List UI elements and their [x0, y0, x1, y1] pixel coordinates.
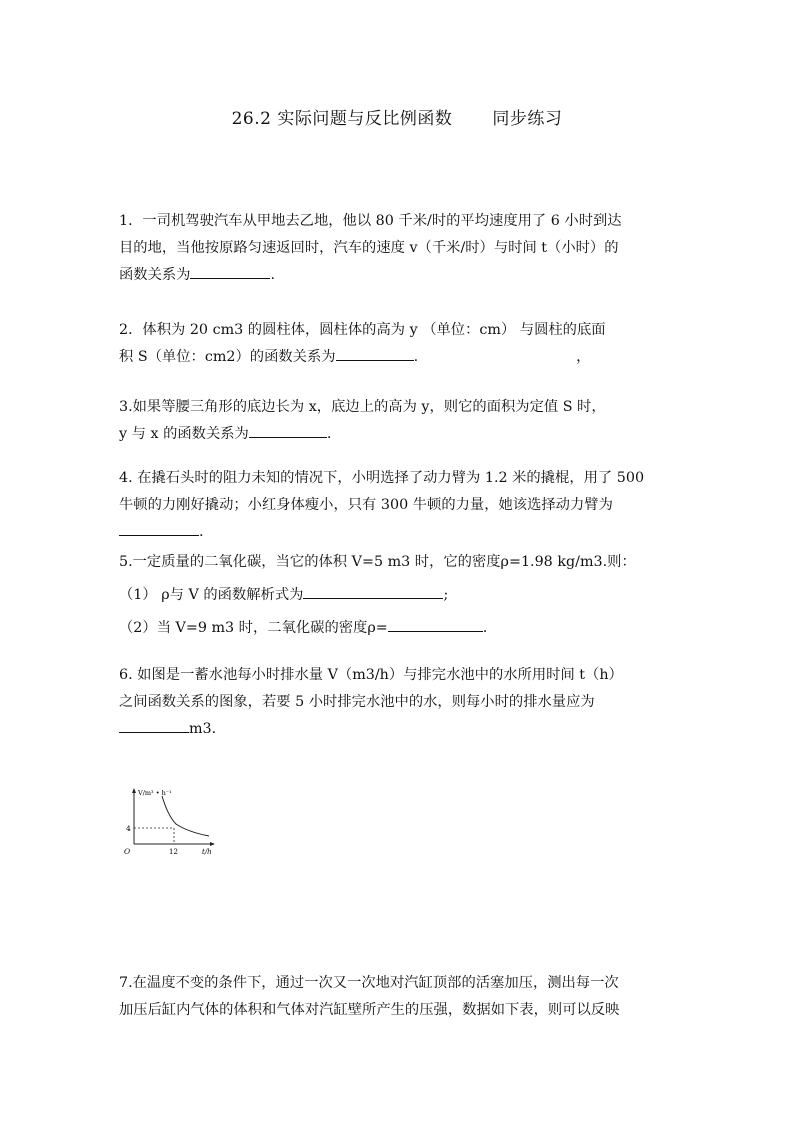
- question-5-part-2: （2）当 V=9 m3 时，二氧化碳的密度ρ= .: [119, 615, 679, 642]
- question-7-line-1: 7.在温度不变的条件下，通过一次又一次地对汽缸顶部的活塞加压，测出每一次: [119, 975, 619, 991]
- question-6-line-1: 6. 如图是一蓄水池每小时排水量 V（m3/h）与排完水池中的水所用时间 t（h）: [119, 667, 623, 683]
- question-5: [119, 549, 679, 642]
- y-axis-label: V/m³ • h⁻¹: [138, 789, 172, 797]
- answer-blank-4[interactable]: [119, 519, 199, 536]
- graph-svg: [116, 786, 226, 858]
- x-axis-arrow: [210, 842, 215, 846]
- answer-blank-5-2[interactable]: [388, 615, 483, 632]
- x-tick-label: 12: [169, 848, 178, 856]
- x-axis-label: t/h: [202, 848, 212, 856]
- question-6-line-2: 之间函数关系的图象，若要 5 小时排完水池中的水，则每小时的排水量应为: [119, 694, 595, 710]
- question-1: [119, 208, 679, 289]
- drainage-graph: [116, 786, 226, 858]
- y-axis-arrow: [132, 788, 136, 793]
- answer-blank-3[interactable]: [249, 421, 327, 438]
- question-6-line-3: m3.: [119, 716, 679, 743]
- question-1-line-3: 函数关系为 .: [119, 262, 679, 289]
- answer-blank-5-1[interactable]: [303, 582, 443, 599]
- question-2-line-1: 2．体积为 20 cm3 的圆柱体，圆柱体的高为 y （单位：cm） 与圆柱的底面: [119, 322, 606, 338]
- answer-blank-2[interactable]: [336, 344, 414, 361]
- answer-blank-1[interactable]: [190, 262, 270, 279]
- question-4-line-3: .: [119, 519, 679, 546]
- inverse-curve: [162, 796, 209, 836]
- question-5-part-1: （1） ρ与 V 的函数解析式为 ;: [119, 582, 679, 609]
- title-sub: 同步练习: [492, 109, 563, 129]
- question-2-line-2: 积 S（单位：cm2）的函数关系为 . ，: [119, 344, 679, 371]
- question-6: [119, 662, 679, 743]
- title-main: 26.2 实际问题与反比例函数: [231, 109, 453, 129]
- origin-label: O: [124, 847, 131, 856]
- question-5-line-1: 5.一定质量的二氧化碳，当它的体积 V=5 m3 时，它的密度ρ=1.98 kg/m3.则：: [119, 554, 636, 570]
- question-3-line-1: 3.如果等腰三角形的底边长为 x，底边上的高为 y，则它的面积为定值 S 时，: [119, 399, 606, 415]
- question-4: [119, 465, 679, 546]
- answer-blank-6[interactable]: [119, 716, 189, 733]
- question-4-line-1: 4. 在撬石头时的阻力未知的情况下，小明选择了动力臂为 1.2 米的撬棍，用了 500: [119, 470, 645, 486]
- question-1-line-1: 1．一司机驾驶汽车从甲地去乙地，他以 80 千米/时的平均速度用了 6 小时到达: [119, 213, 622, 229]
- page-title: [0, 104, 794, 129]
- question-7-line-2: 加压后缸内气体的体积和气体对汽缸壁所产生的压强，数据如下表，则可以反映: [119, 1002, 620, 1018]
- question-4-line-2: 牛顿的力刚好撬动；小红身体瘦小，只有 300 牛顿的力量，她该选择动力臂为: [119, 497, 613, 513]
- question-1-line-2: 目的地，当他按原路匀速返回时，汽车的速度 v（千米/时）与时间 t（小时）的: [119, 240, 619, 256]
- question-3: [119, 394, 679, 448]
- y-tick-label: 4: [126, 824, 131, 833]
- question-7: [119, 970, 679, 1024]
- question-3-line-2: y 与 x 的函数关系为 .: [119, 421, 679, 448]
- question-2: [119, 317, 679, 371]
